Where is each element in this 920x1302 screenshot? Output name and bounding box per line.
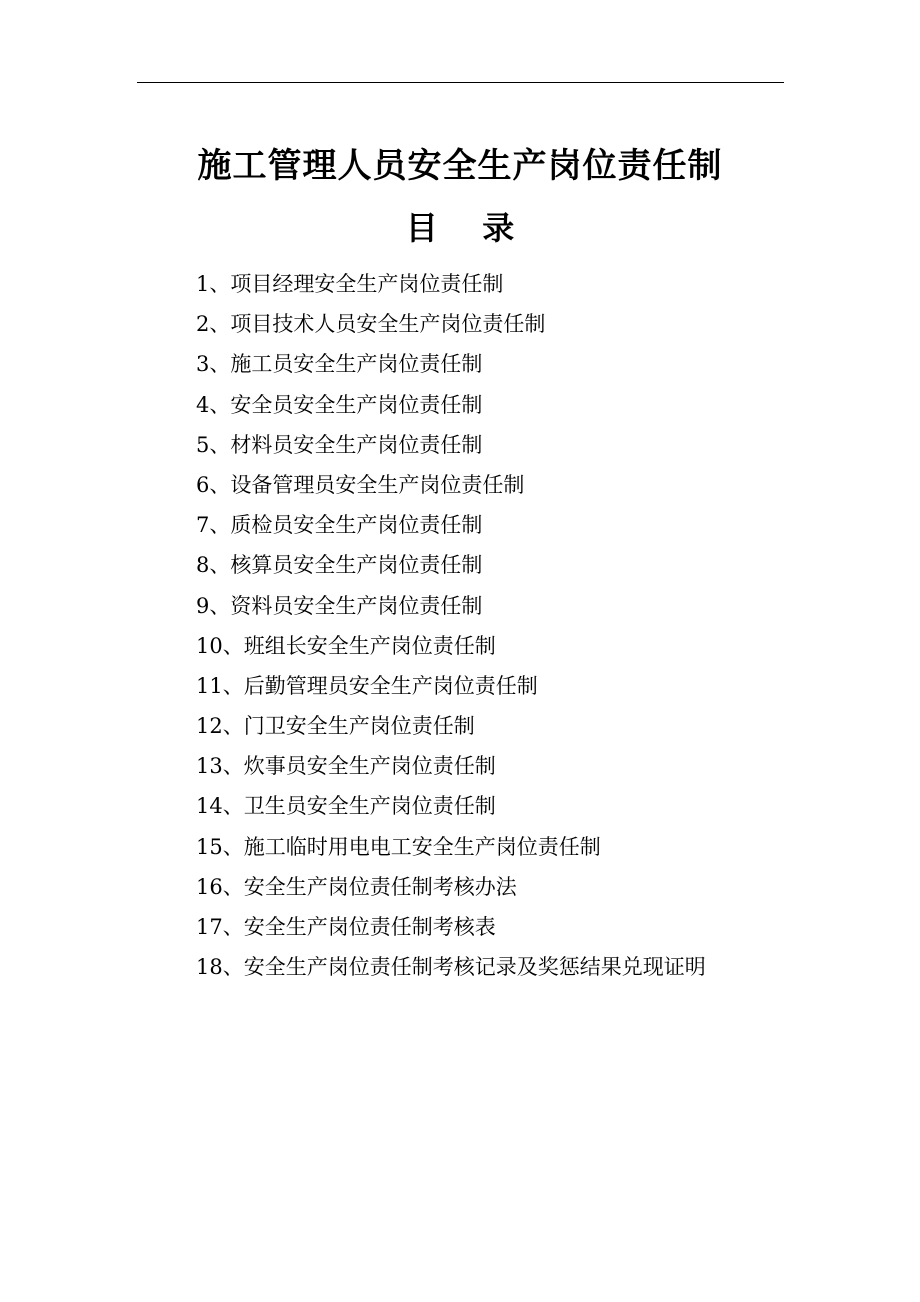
toc-item: 7、质检员安全生产岗位责任制 [196, 513, 483, 538]
table-of-contents [196, 264, 706, 987]
toc-item: 18、安全生产岗位责任制考核记录及奖惩结果兑现证明 [196, 955, 706, 980]
toc-item: 10、班组长安全生产岗位责任制 [196, 633, 496, 658]
toc-item: 3、施工员安全生产岗位责任制 [196, 352, 483, 377]
toc-item: 13、炊事员安全生产岗位责任制 [196, 754, 496, 779]
toc-item: 1、项目经理安全生产岗位责任制 [196, 272, 504, 296]
toc-item: 6、设备管理员安全生产岗位责任制 [196, 472, 525, 497]
header-rule [137, 82, 784, 83]
document-title: 施工管理人员安全生产岗位责任制 [197, 146, 723, 186]
toc-item: 5、材料员安全生产岗位责任制 [196, 432, 483, 457]
toc-item: 4、安全员安全生产岗位责任制 [196, 392, 483, 417]
toc-item: 8、核算员安全生产岗位责任制 [196, 553, 483, 578]
toc-item: 15、施工临时用电电工安全生产岗位责任制 [196, 834, 601, 859]
toc-item: 14、卫生员安全生产岗位责任制 [196, 794, 496, 819]
toc-item: 9、资料员安全生产岗位责任制 [196, 593, 483, 618]
toc-item: 16、安全生产岗位责任制考核办法 [196, 874, 517, 899]
toc-item: 2、项目技术人员安全生产岗位责任制 [196, 312, 546, 337]
toc-heading: 目 录 [405, 209, 515, 247]
toc-item: 17、安全生产岗位责任制考核表 [196, 915, 496, 939]
toc-item: 12、门卫安全生产岗位责任制 [196, 714, 475, 739]
toc-item: 11、后勤管理员安全生产岗位责任制 [196, 673, 538, 698]
